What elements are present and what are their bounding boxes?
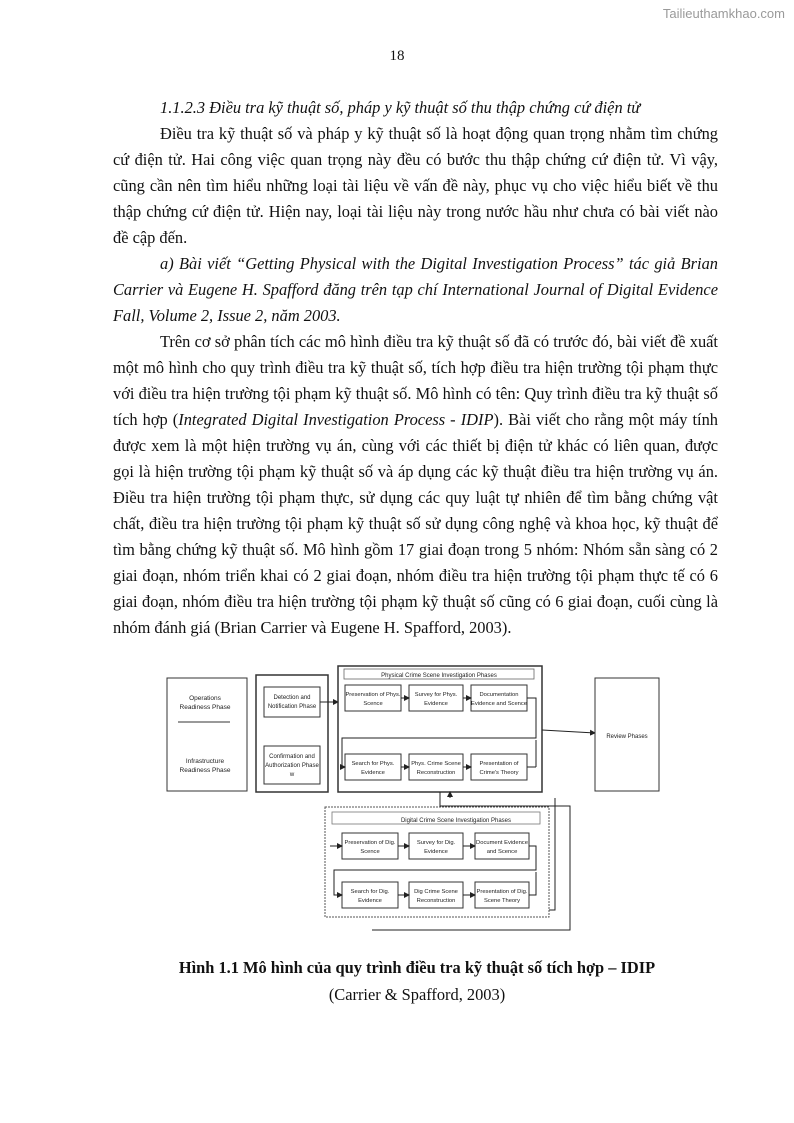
physical-group xyxy=(338,666,542,792)
figure-caption-title: Hình 1.1 Mô hình của quy trình điều tra kỹ thuật số tích hợp – IDIP xyxy=(178,958,656,977)
digital-box-3-line1: Document Evidence xyxy=(476,840,528,846)
digital-box-2-line2: Evidence xyxy=(424,849,448,855)
paragraph-idip-part2: ). Bài viết cho rằng một máy tính được xem là một hiện trường vụ án, cùng với các thiết bị điện tử khác có liên quan, được gọi là hiện trường tội phạm kỹ thuật số và áp dụng các kỹ thuật điều tra hiện trường vụ án. Điều tra hiện trường tội phạm thực, sử dụng các quy luật tự nhiên để tìm bằng chứng vật chất, điều tra hiện trường tội phạm kỹ thuật số sử dụng công nghệ và khoa học, kỹ thuật để tìm bằng chứng kỹ thuật số. Mô hình gồm 17 giai đoạn trong 5 nhóm: Nhóm sẵn sàng có 2 giai đoạn, nhóm triển khai có 2 giai đoạn, nhóm điều tra hiện trường tội phạm thực tế có 6 giai đoạn, nhóm điều tra hiện trường tội phạm kỹ thuật số cũng có 6 giai đoạn, cuối cùng là nhóm đánh giá (Brian Carrier và Eugene H. Spafford, 2003). xyxy=(113,410,718,637)
digital-group xyxy=(325,807,549,917)
deployment-confirm-2: Authorization Phase xyxy=(265,763,319,769)
digital-box-6-line1: Presentation of Dig. xyxy=(476,889,528,895)
paragraph-intro: Điều tra kỹ thuật số và pháp y kỹ thuật số là hoạt động quan trọng nhằm tìm chứng cứ điện tử. Hai công việc quan trọng này đều có bước thu thập chứng cứ điện tử. Vì vậy, cũng cần nên tìm hiểu những loại tài liệu về vấn đề này, phục vụ cho việc hiểu biết về thu thập chứng cứ điện tử. Hiện nay, loại tài liệu này trong nước hầu như chưa có bài viết nào đề cập đến. xyxy=(113,124,718,247)
digital-box-2 xyxy=(409,833,463,859)
page-number: 18 xyxy=(389,48,405,64)
deployment-confirm-3: w xyxy=(289,772,295,778)
body-text xyxy=(113,95,718,641)
digital-box-4 xyxy=(342,882,398,908)
physical-box-3-line2: Evidence and Scence xyxy=(470,701,528,707)
physical-box-1-line2: Scence xyxy=(363,701,383,707)
physical-box-2-line2: Evidence xyxy=(424,701,448,707)
digital-box-6-line2: Scene Theory xyxy=(484,898,520,904)
digital-box-5 xyxy=(409,882,463,908)
paragraph-reference: a) Bài viết “Getting Physical with the Digital Investigation Process” tác giả Brian Carrier và Eugene H. Spafford đăng trên tạp chí International Journal of Digital Evidence Fall, Volume 2, Issue 2, năm 2003. xyxy=(113,254,718,325)
physical-box-5-line1: Phys. Crime Scene xyxy=(411,761,461,767)
digital-box-1-line2: Scence xyxy=(360,849,380,855)
physical-box-2-line1: Survey for Phys. xyxy=(414,692,458,698)
readiness-group xyxy=(167,678,247,791)
physical-box-3 xyxy=(471,685,527,711)
idip-diagram xyxy=(160,660,670,945)
digital-box-1-line1: Preservation of Dig. xyxy=(344,840,396,846)
section-heading: 1.1.2.3 Điều tra kỹ thuật số, pháp y kỹ thuật số thu thập chứng cứ điện tử xyxy=(160,98,641,117)
digital-box-6 xyxy=(475,882,529,908)
deployment-confirm-1: Confirmation and xyxy=(269,754,315,760)
physical-box-4-line2: Evidence xyxy=(361,770,385,776)
digital-box-3 xyxy=(475,833,529,859)
deployment-group xyxy=(256,675,338,792)
digital-box-4-line1: Search for Dig. xyxy=(350,889,390,895)
digital-title: Digital Crime Scene Investigation Phases xyxy=(400,818,512,824)
readiness-op-1: Operations xyxy=(189,695,221,702)
deployment-detect-2: Notification Phase xyxy=(267,704,317,710)
idip-diagram-svg xyxy=(160,660,670,945)
physical-box-2 xyxy=(409,685,463,711)
physical-box-6-line1: Presentation of xyxy=(479,761,519,767)
readiness-op-2: Readiness Phase xyxy=(179,704,231,711)
review-group xyxy=(595,678,659,791)
paragraph-idip-part1: Trên cơ sở phân tích các mô hình điều tra kỹ thuật số đã có trước đó, bài viết đề xuất một mô hình cho quy trình điều tra kỹ thuật số, tích hợp điều tra hiện trường tội phạm thực với điều tra hiện trường tội phạm kỹ thuật số. Mô hình có tên: Quy trình điều tra kỹ thuật số tích hợp ( xyxy=(113,332,718,429)
physical-box-6-line2: Crime's Theory xyxy=(479,770,519,776)
digital-box-3-line2: and Scence xyxy=(486,849,518,855)
watermark: Tailieuthamkhao.com xyxy=(662,6,785,21)
physical-box-5-line2: Reconstruction xyxy=(416,770,456,776)
digital-box-5-line2: Reconstruction xyxy=(416,898,456,904)
physical-box-6 xyxy=(471,754,527,780)
paragraph-idip-term: Integrated Digital Investigation Process - IDIP xyxy=(178,410,494,429)
digital-box-1 xyxy=(342,833,398,859)
paragraph-idip xyxy=(113,329,718,641)
figure-caption-source: (Carrier & Spafford, 2003) xyxy=(328,985,506,1004)
digital-box-2-line1: Survey for Dig. xyxy=(416,840,456,846)
physical-box-1 xyxy=(345,685,401,711)
physical-title: Physical Crime Scene Investigation Phases xyxy=(381,673,497,679)
physical-box-5 xyxy=(409,754,463,780)
review-label: Review Phases xyxy=(606,734,648,740)
physical-box-4 xyxy=(345,754,401,780)
readiness-inf-1: Infrastructure xyxy=(185,758,225,765)
digital-box-4-line2: Evidence xyxy=(358,898,382,904)
digital-box-5-line1: Dig Crime Scene xyxy=(414,889,458,895)
deployment-detect-1: Detection and xyxy=(273,695,311,701)
physical-box-4-line1: Search for Phys. xyxy=(351,761,395,767)
physical-box-3-line1: Documentation xyxy=(479,692,519,698)
readiness-inf-2: Readiness Phase xyxy=(179,767,231,774)
physical-box-1-line1: Preservation of Phys. xyxy=(345,692,401,698)
